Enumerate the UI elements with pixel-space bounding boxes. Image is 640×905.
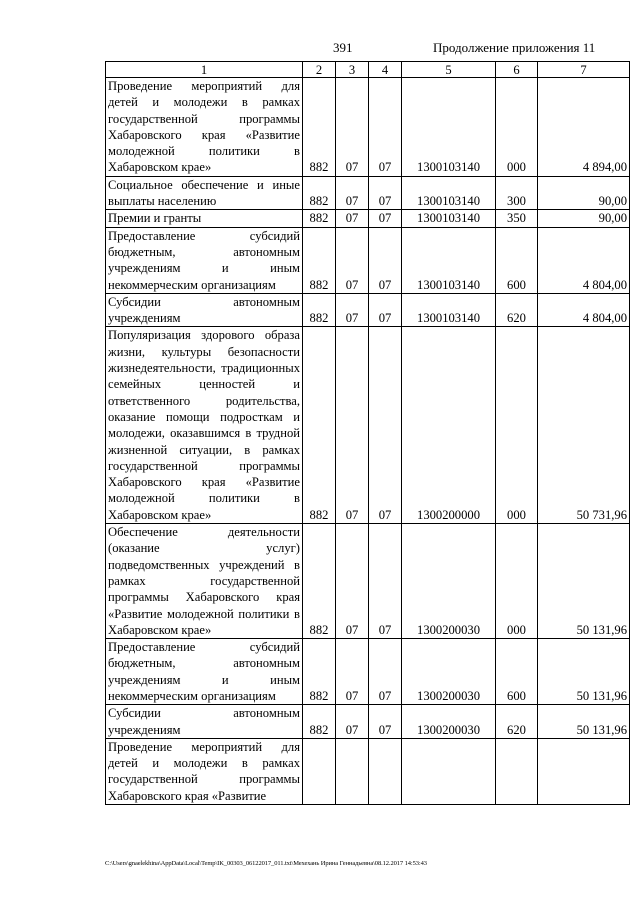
row-description: Предоставление субсидий бюджетным, автономным учреждениям и иным некоммерческим организациям — [106, 639, 303, 705]
amount: 4 804,00 — [538, 293, 630, 327]
target-article-code: 1300103140 — [402, 210, 496, 227]
subsection-code: 07 — [369, 78, 402, 177]
footer-file-path: C:\Users\gnaelekhina\AppData\Local\Temp\IK_00303_06122017_011.txt\Мехехань Ирина Геннадьевна\08.12.2017 14:53:43 — [105, 860, 427, 867]
row-description: Популяризация здорового образа жизни, культуры безопасности жизнедеятельности, традиционных семейных ценностей и ответственного родительства, оказание помощи подросткам и молодежи, оказавшимся в трудной жизненной ситуации, в рамках государственной программы Хабаровского края «Развитие молодежной политики в Хабаровском крае» — [106, 327, 303, 524]
table-row — [106, 524, 630, 639]
expense-type-code: 600 — [496, 227, 538, 293]
table-row — [106, 210, 630, 227]
expense-type-code: 000 — [496, 524, 538, 639]
amount: 90,00 — [538, 176, 630, 210]
page-number: 391 — [333, 40, 353, 55]
column-header: 1 — [106, 62, 303, 78]
row-description: Проведение мероприятий для детей и молодежи в рамках государственной программы Хабаровского края «Развитие молодежной политики в Хабаровском крае» — [106, 78, 303, 177]
subsection-code: 07 — [369, 210, 402, 227]
section-code: 07 — [336, 524, 369, 639]
row-description: Обеспечение деятельности (оказание услуг) подведомственных учреждений в рамках государственной программы Хабаровского края «Развитие молодежной политики в Хабаровском крае» — [106, 524, 303, 639]
table-header-row — [106, 62, 630, 78]
amount: 4 894,00 — [538, 78, 630, 177]
amount: 50 131,96 — [538, 705, 630, 739]
appendix-label: Продолжение приложения 11 — [433, 40, 596, 55]
amount: 90,00 — [538, 210, 630, 227]
subsection-code: 07 — [369, 176, 402, 210]
subsection-code: 07 — [369, 293, 402, 327]
section-code: 07 — [336, 78, 369, 177]
amount: 50 131,96 — [538, 524, 630, 639]
target-article-code: 1300200030 — [402, 639, 496, 705]
expense-type-code: 620 — [496, 293, 538, 327]
target-article-code: 1300103140 — [402, 176, 496, 210]
table-row — [106, 293, 630, 327]
column-header: 7 — [538, 62, 630, 78]
ministry-code: 882 — [303, 210, 336, 227]
expense-type-code: 350 — [496, 210, 538, 227]
target-article-code: 1300200000 — [402, 327, 496, 524]
target-article-code: 1300103140 — [402, 227, 496, 293]
section-code — [336, 738, 369, 804]
section-code: 07 — [336, 227, 369, 293]
section-code: 07 — [336, 293, 369, 327]
section-code: 07 — [336, 639, 369, 705]
expense-type-code: 300 — [496, 176, 538, 210]
target-article-code — [402, 738, 496, 804]
table-row — [106, 639, 630, 705]
amount: 4 804,00 — [538, 227, 630, 293]
table-row — [106, 327, 630, 524]
amount — [538, 738, 630, 804]
section-code: 07 — [336, 705, 369, 739]
table-row — [106, 227, 630, 293]
column-header: 4 — [369, 62, 402, 78]
table-row — [106, 176, 630, 210]
table-row — [106, 78, 630, 177]
ministry-code: 882 — [303, 705, 336, 739]
target-article-code: 1300103140 — [402, 78, 496, 177]
expense-type-code: 600 — [496, 639, 538, 705]
column-header: 2 — [303, 62, 336, 78]
expense-type-code — [496, 738, 538, 804]
subsection-code: 07 — [369, 327, 402, 524]
section-code: 07 — [336, 210, 369, 227]
expense-type-code: 000 — [496, 327, 538, 524]
ministry-code — [303, 738, 336, 804]
subsection-code: 07 — [369, 705, 402, 739]
expense-type-code: 000 — [496, 78, 538, 177]
subsection-code: 07 — [369, 227, 402, 293]
subsection-code — [369, 738, 402, 804]
target-article-code: 1300103140 — [402, 293, 496, 327]
ministry-code: 882 — [303, 639, 336, 705]
section-code: 07 — [336, 176, 369, 210]
ministry-code: 882 — [303, 327, 336, 524]
column-header: 6 — [496, 62, 538, 78]
row-description: Проведение мероприятий для детей и молодежи в рамках государственной программы Хабаровского края «Развитие — [106, 738, 303, 804]
target-article-code: 1300200030 — [402, 524, 496, 639]
ministry-code: 882 — [303, 78, 336, 177]
budget-table — [105, 61, 630, 805]
ministry-code: 882 — [303, 227, 336, 293]
column-header: 5 — [402, 62, 496, 78]
row-description: Социальное обеспечение и иные выплаты населению — [106, 176, 303, 210]
ministry-code: 882 — [303, 293, 336, 327]
target-article-code: 1300200030 — [402, 705, 496, 739]
ministry-code: 882 — [303, 524, 336, 639]
row-description: Предоставление субсидий бюджетным, автономным учреждениям и иным некоммерческим организациям — [106, 227, 303, 293]
section-code: 07 — [336, 327, 369, 524]
table-row — [106, 705, 630, 739]
row-description: Премии и гранты — [106, 210, 303, 227]
row-description: Субсидии автономным учреждениям — [106, 293, 303, 327]
ministry-code: 882 — [303, 176, 336, 210]
row-description: Субсидии автономным учреждениям — [106, 705, 303, 739]
expense-type-code: 620 — [496, 705, 538, 739]
subsection-code: 07 — [369, 524, 402, 639]
amount: 50 131,96 — [538, 639, 630, 705]
subsection-code: 07 — [369, 639, 402, 705]
table-row — [106, 738, 630, 804]
column-header: 3 — [336, 62, 369, 78]
amount: 50 731,96 — [538, 327, 630, 524]
